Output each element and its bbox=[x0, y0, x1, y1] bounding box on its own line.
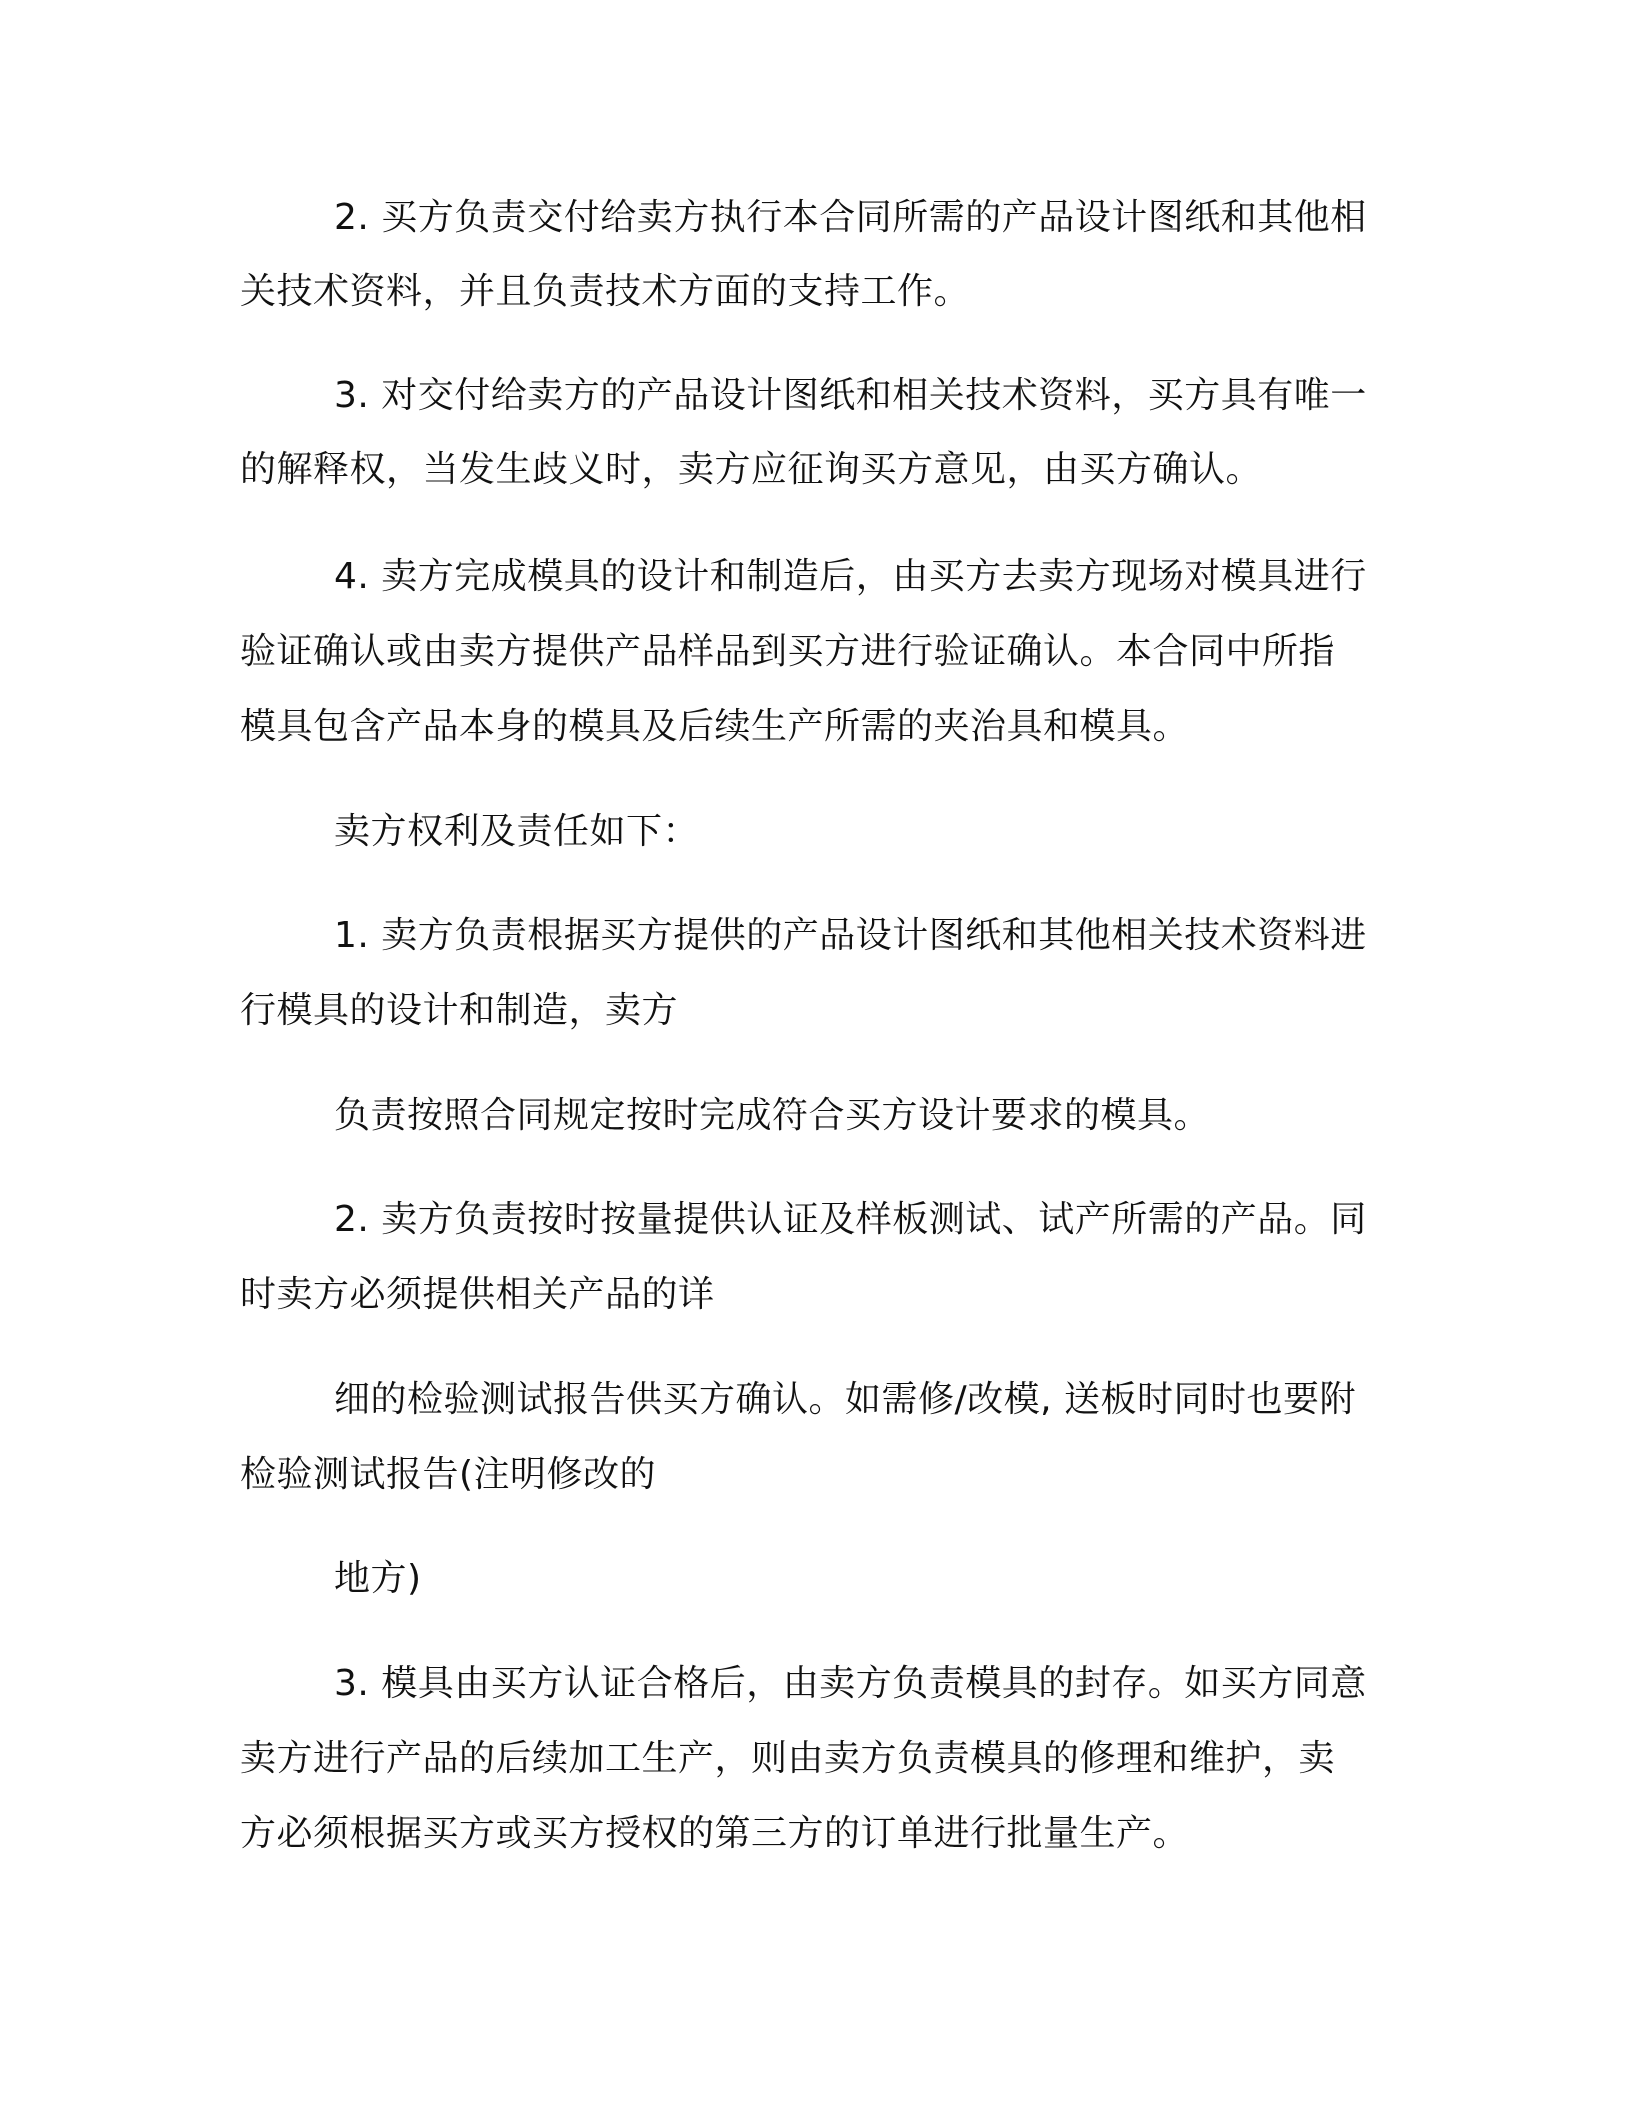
text-line: 3. 对交付给卖方的产品设计图纸和相关技术资料，买方具有唯一 bbox=[334, 375, 1367, 416]
text-line: 地方) bbox=[334, 1558, 422, 1599]
text-line: 时卖方必须提供相关产品的详 bbox=[240, 1274, 715, 1315]
text-line: 细的检验测试报告供买方确认。如需修/改模, 送板时同时也要附 bbox=[334, 1379, 1357, 1420]
text-line: 1. 卖方负责根据买方提供的产品设计图纸和其他相关技术资料进 bbox=[334, 915, 1367, 956]
text-line: 卖方进行产品的后续加工生产，则由卖方负责模具的修理和维护，卖 bbox=[240, 1738, 1336, 1779]
text-line: 方必须根据买方或买方授权的第三方的订单进行批量生产。 bbox=[240, 1813, 1190, 1854]
text-line: 模具包含产品本身的模具及后续生产所需的夹治具和模具。 bbox=[240, 706, 1190, 747]
text-line: 负责按照合同规定按时完成符合买方设计要求的模具。 bbox=[334, 1095, 1211, 1136]
text-line: 2. 卖方负责按时按量提供认证及样板测试、试产所需的产品。同 bbox=[334, 1199, 1367, 1240]
text-line: 验证确认或由卖方提供产品样品到买方进行验证确认。本合同中所指 bbox=[240, 631, 1336, 672]
text-line: 行模具的设计和制造，卖方 bbox=[240, 990, 679, 1031]
section-heading: 卖方权利及责任如下： bbox=[334, 811, 700, 852]
text-line: 4. 卖方完成模具的设计和制造后，由买方去卖方现场对模具进行 bbox=[334, 556, 1367, 597]
text-line: 2. 买方负责交付给卖方执行本合同所需的产品设计图纸和其他相 bbox=[334, 197, 1367, 238]
text-line: 关技术资料，并且负责技术方面的支持工作。 bbox=[240, 271, 971, 312]
text-line: 3. 模具由买方认证合格后，由卖方负责模具的封存。如买方同意 bbox=[334, 1663, 1367, 1704]
text-line: 检验测试报告(注明修改的 bbox=[240, 1454, 657, 1495]
text-line: 的解释权，当发生歧义时，卖方应征询买方意见，由买方确认。 bbox=[240, 449, 1263, 490]
